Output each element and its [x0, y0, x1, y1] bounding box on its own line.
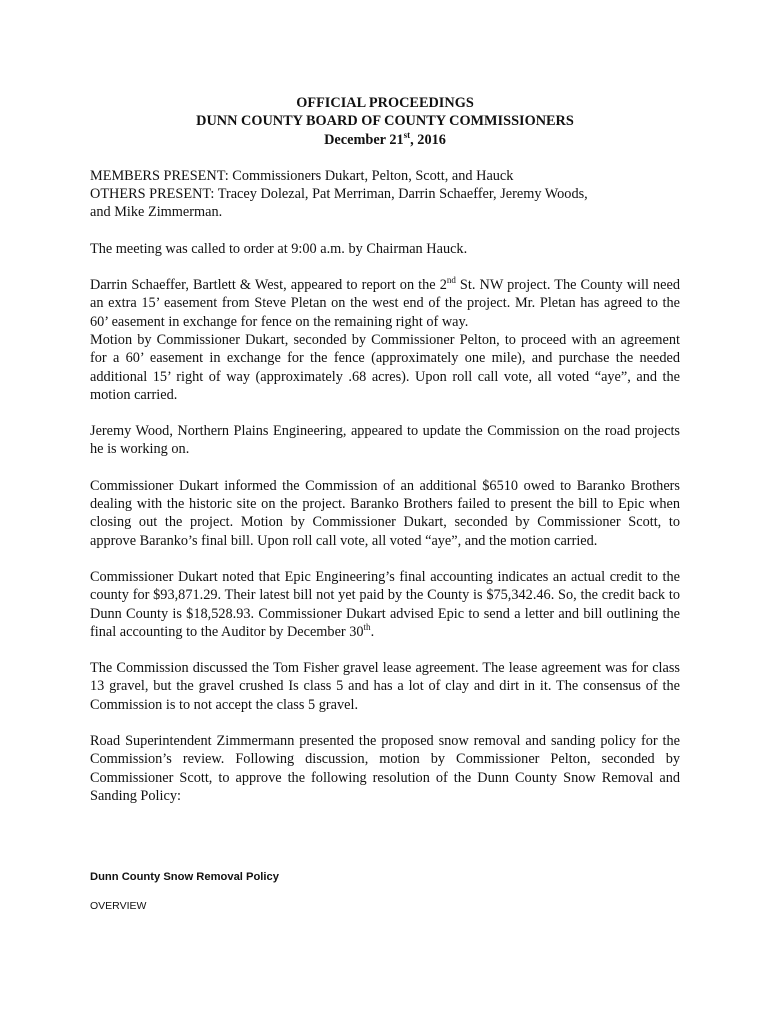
header-date-main: December 21 [324, 131, 404, 148]
policy-overview-heading: OVERVIEW [90, 900, 147, 912]
header-date-year: , 2016 [410, 131, 446, 148]
epic-accounting-paragraph [90, 568, 680, 641]
schaeffer-report-paragraph [90, 276, 680, 331]
schaeffer-text-2: St. NW project. The County will need an extra 15’ easement from Steve Pletan on the west end of the project. Mr. Pletan has agreed to the 60’ easement in exchange for fence on the remaining right of way. [90, 277, 680, 330]
gravel-lease-paragraph: The Commission discussed the Tom Fisher gravel lease agreement. The lease agreement was for class 13 gravel, but the gravel crushed Is class 5 and has a lot of clay and dirt in it. The consensus of the Commission is to not accept the class 5 gravel. [90, 660, 680, 713]
easement-motion-paragraph: Motion by Commissioner Dukart, seconded by Commissioner Pelton, to proceed with an agreement for a 60’ easement in exchange for the fence (approximately one mile), and purchase the needed additional 15’ right of way (approximately .68 acres). Upon roll call vote, all voted “aye”, and the motion carried. [90, 331, 680, 403]
call-to-order-paragraph: The meeting was called to order at 9:00 a.m. by Chairman Hauck. [90, 240, 468, 257]
wood-update-paragraph: Jeremy Wood, Northern Plains Engineering, appeared to update the Commission on the road projects he is working on. [90, 423, 680, 458]
epic-text-1: Commissioner Dukart noted that Epic Engineering’s final accounting indicates an actual credit to the county for $93,871.29. Their latest bill not yet paid by the County is $75,342.46. So, the credit back to Dunn County is $18,528.93. Commissioner Dukart advised Epic to send a letter and bill outlining the final accounting to the Auditor by December 30 [90, 568, 680, 640]
attendance-block [90, 167, 680, 222]
policy-title: Dunn County Snow Removal Policy [90, 871, 279, 883]
snow-policy-paragraph: Road Superintendent Zimmermann presented the proposed snow removal and sanding policy for the Commission’s review. Following discussion, motion by Commissioner Pelton, seconded by Commissioner Scott, to approve the following resolution of the Dunn County Snow Removal and Sanding Policy: [90, 733, 680, 804]
proceedings-body [90, 94, 680, 805]
schaeffer-text-1: Darrin Schaeffer, Bartlett & West, appeared to report on the 2 [90, 277, 447, 294]
members-present: MEMBERS PRESENT: Commissioners Dukart, Pelton, Scott, and Hauck [90, 167, 514, 184]
document-header [90, 94, 680, 149]
epic-text-2: . [370, 623, 375, 640]
header-date [90, 131, 680, 149]
others-present: OTHERS PRESENT: Tracey Dolezal, Pat Merriman, Darrin Schaeffer, Jeremy Woods, [90, 186, 588, 203]
schaeffer-ordinal-suffix: nd [446, 275, 456, 286]
epic-date-suffix: th [363, 622, 371, 633]
others-present-continued: and Mike Zimmerman. [90, 204, 223, 221]
header-date-suffix: st [403, 129, 411, 140]
header-board-name: DUNN COUNTY BOARD OF COUNTY COMMISSIONERS [196, 113, 574, 130]
header-title: OFFICIAL PROCEEDINGS [296, 95, 474, 111]
baranko-bill-paragraph: Commissioner Dukart informed the Commission of an additional $6510 owed to Baranko Brothers dealing with the historic site on the project. Baranko Brothers failed to present the bill to Epic when closing out the project. Motion by Commissioner Dukart, seconded by Commissioner Scott, to approve Baranko’s final bill. Upon roll call vote, all voted “aye”, and the motion carried. [90, 477, 680, 549]
